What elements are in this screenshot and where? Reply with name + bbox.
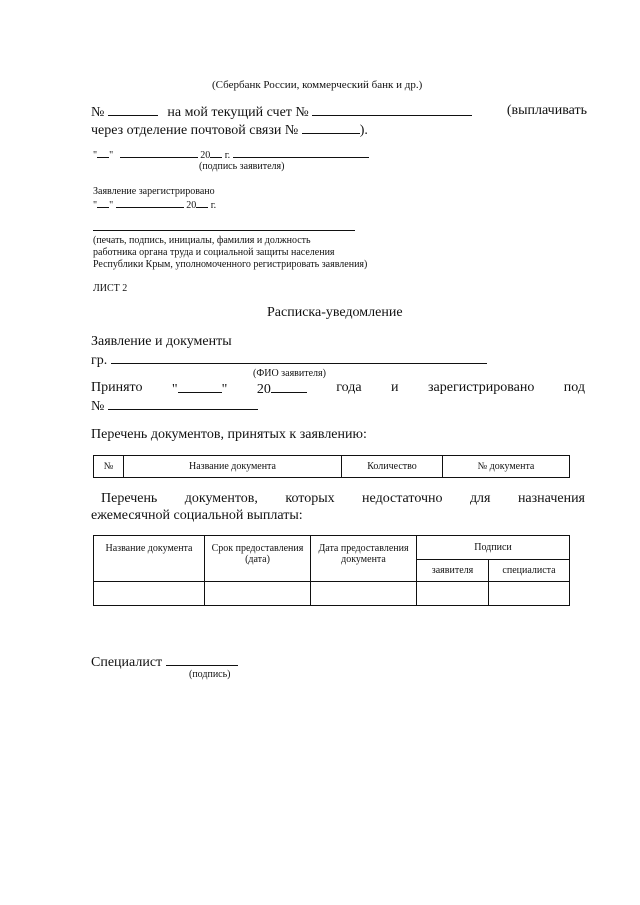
statement-label: Заявление и документы <box>91 334 232 349</box>
citizen-name-blank[interactable] <box>111 351 487 364</box>
year-prefix: 20 <box>200 150 211 161</box>
reg-year-suffix: г. <box>210 200 217 211</box>
reg-month-blank[interactable] <box>116 198 184 208</box>
table-cell[interactable] <box>205 582 311 606</box>
col-applicant: заявителя <box>417 560 489 582</box>
registered-date-line <box>93 198 216 211</box>
citizen-prefix: гр. <box>91 353 108 368</box>
officer-caption-line: Республики Крым, уполномоченного регистрировать заявления) <box>93 259 368 270</box>
current-account-blank[interactable] <box>312 103 472 116</box>
missing-docs-heading-2: ежемесячной социальной выплаты: <box>91 508 303 523</box>
heading-word: недостаточно <box>362 491 443 506</box>
col-doc-number: № документа <box>443 456 570 478</box>
reg-number-blank[interactable] <box>108 397 258 410</box>
accepted-docs-table <box>93 455 570 478</box>
officer-signature-line[interactable] <box>93 230 355 231</box>
specialist-label: Специалист <box>91 655 163 670</box>
specialist-signature-caption: (подпись) <box>189 669 231 680</box>
registered-label: Заявление зарегистрировано <box>93 186 215 197</box>
citizen-line <box>91 351 487 369</box>
account-line-1 <box>91 103 587 121</box>
applicant-signature-blank[interactable] <box>233 148 369 158</box>
accepted-day: " " <box>171 382 228 397</box>
accepted-word: Принято <box>91 380 143 395</box>
col-specialist: специалиста <box>489 560 570 582</box>
heading-word: которых <box>285 491 335 506</box>
quote-close: " <box>109 150 114 161</box>
reg-year-blank[interactable] <box>196 198 208 208</box>
officer-caption <box>93 235 367 271</box>
table-cell[interactable] <box>489 582 570 606</box>
missing-docs-heading <box>101 491 585 507</box>
account-number-blank[interactable] <box>108 103 158 116</box>
number-sign: № <box>91 105 105 120</box>
accepted-day-blank[interactable] <box>178 380 222 393</box>
payout-text: (выплачивать <box>506 103 587 118</box>
reg-day-blank[interactable] <box>97 198 109 208</box>
table-cell[interactable] <box>94 582 205 606</box>
table-cell[interactable] <box>417 582 489 606</box>
registered-word: зарегистрировано <box>428 380 535 395</box>
accepted-year: 20 <box>257 380 307 398</box>
reg-year-prefix: 20 <box>186 200 197 211</box>
quote-close: " <box>109 200 114 211</box>
table-cell[interactable] <box>311 582 417 606</box>
officer-caption-line: работника органа труда и социальной защиты населения <box>93 247 335 258</box>
col-number: № <box>94 456 124 478</box>
year-word: года <box>336 380 362 395</box>
account-line-2 <box>91 121 368 139</box>
applicant-date-line <box>93 148 369 161</box>
post-office-text: через отделение почтовой связи № <box>91 123 299 138</box>
col-date: Дата предоставления документа <box>311 536 417 582</box>
heading-word: документов, <box>184 491 258 506</box>
quote-open: " <box>93 150 98 161</box>
heading-word: назначения <box>517 491 585 506</box>
accepted-line <box>91 380 585 398</box>
under-word: под <box>563 380 585 395</box>
accepted-docs-heading: Перечень документов, принятых к заявлению: <box>91 427 367 442</box>
and-word: и <box>391 380 399 395</box>
post-office-end: ). <box>359 123 368 138</box>
reg-number-line <box>91 397 258 415</box>
accepted-year-blank[interactable] <box>271 380 307 393</box>
account-text: на мой текущий счет № <box>167 105 309 120</box>
bank-hint: (Сбербанк России, коммерческий банк и др.) <box>212 79 423 91</box>
receipt-title: Расписка-уведомление <box>267 305 403 320</box>
year-suffix: г. <box>224 150 231 161</box>
applicant-signature-caption: (подпись заявителя) <box>199 161 285 172</box>
col-term: Срок предоставления (дата) <box>205 536 311 582</box>
col-doc-name: Название документа <box>124 456 342 478</box>
col-quantity: Количество <box>342 456 443 478</box>
col-name: Название документа <box>94 536 205 582</box>
missing-docs-table <box>93 535 570 606</box>
month-blank[interactable] <box>120 148 198 158</box>
quote-open: " <box>93 200 98 211</box>
heading-word: Перечень <box>101 491 158 506</box>
post-office-number-blank[interactable] <box>302 121 360 134</box>
officer-caption-line: (печать, подпись, инициалы, фамилия и должность <box>93 235 311 246</box>
number-sign: № <box>91 399 105 414</box>
specialist-signature-blank[interactable] <box>166 653 238 666</box>
day-blank[interactable] <box>97 148 109 158</box>
year-blank[interactable] <box>210 148 222 158</box>
sheet-label: ЛИСТ 2 <box>93 283 128 294</box>
col-signatures: Подписи <box>417 536 570 560</box>
fio-caption: (ФИО заявителя) <box>253 368 326 379</box>
heading-word: для <box>469 491 491 506</box>
